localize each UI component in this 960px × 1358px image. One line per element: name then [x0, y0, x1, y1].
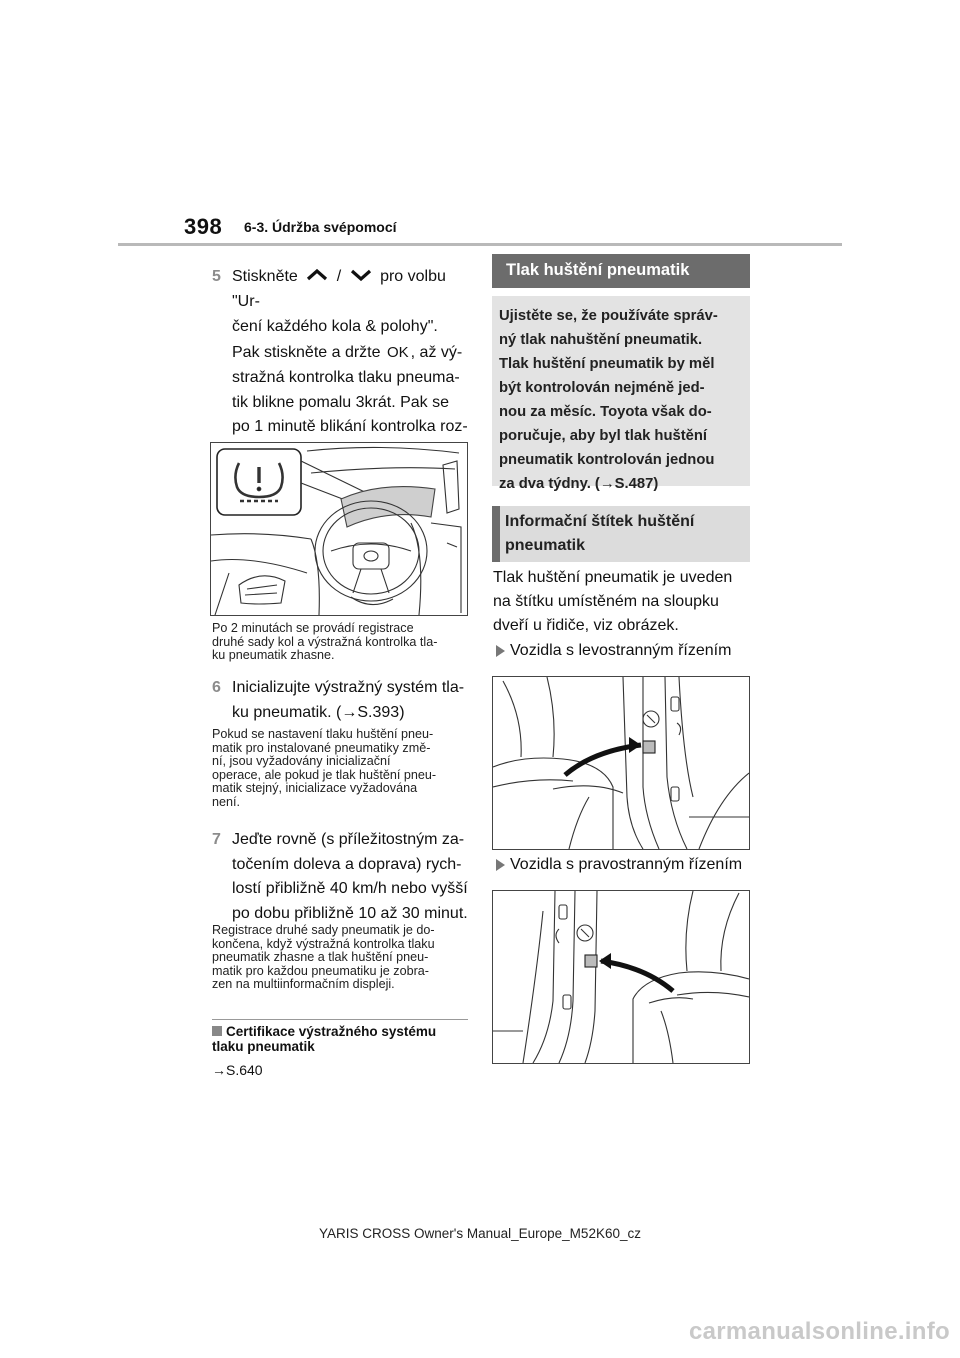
chevron-up-icon: [302, 266, 332, 284]
bullet-triangle-icon: [496, 859, 505, 871]
footer-text: YARIS CROSS Owner's Manual_Europe_M52K60_cz: [319, 1226, 641, 1241]
step-6: 6 Inicializujte výstražný systém tla- ku pneumatik. (→S.393): [212, 676, 474, 726]
step-5-line-6: po 1 minutě blikání kontrolka roz-: [232, 418, 468, 435]
page-reference: →S.640: [212, 1062, 263, 1078]
door-pillar-lhd-drawing: [493, 677, 749, 849]
step-number: 5: [212, 268, 221, 285]
step-5-line-1: Stiskněte / pro volbu "Ur-: [232, 268, 446, 310]
bullet-lhd: Vozidla s levostranným řízením: [510, 642, 732, 659]
door-pillar-rhd-illustration: [492, 890, 750, 1064]
step-number: 7: [212, 831, 221, 848]
ok-button-glyph: OK: [386, 343, 409, 361]
step-7: 7 Jeďte rovně (s příležitostným za- točením doleva a doprava) rych- lostí přibližně 40 km/h nebo vyšší po dobu přibližně 10 až 30 minut.: [212, 828, 474, 926]
subsection-banner-accent: [492, 506, 500, 562]
door-pillar-rhd-drawing: [493, 891, 749, 1063]
figure-caption: Po 2 minutách se provádí registrace druhé sady kol a výstražná kontrolka tla- ku pneumatik zhasne.: [212, 621, 438, 663]
bullet-rhd: Vozidla s pravostranným řízením: [510, 856, 743, 873]
info-text: Ujistěte se, že používáte správ- ný tlak nahuštění pneumatik. Tlak huštění pneumatik by měl být kontrolován nejméně jed- nou za měsíc. Toyota však do- poručuje, aby byl tlak huštění pneumatik kontrolován jednou za dva týdny. (→S.487): [499, 308, 718, 492]
step-5-line-2: čení každého kola & polohy".: [232, 318, 438, 335]
door-pillar-lhd-illustration: [492, 676, 750, 850]
step-number: 6: [212, 679, 221, 696]
note-step-7: Registrace druhé sady pneumatik je do- končena, když výstražná kontrolka tlaku pneumatik zhasne a tlak huštění pneu- matik pro každou pneumatiku je zobra- zen na multiinformačním displeji.: [212, 923, 435, 992]
header-divider: [118, 243, 842, 246]
subsection-title: Informační štítek huštění pneumatik: [505, 513, 695, 554]
label-description: Tlak huštění pneumatik je uveden na štítku umístěném na sloupku dveří u řidiče, viz obrázek.: [493, 569, 733, 634]
step-5-line-5: tik blikne pomalu 3krát. Pak se: [232, 393, 449, 411]
bullet-triangle-icon: [496, 645, 505, 657]
step-5-line-4: stražná kontrolka tlaku pneuma-: [232, 369, 460, 386]
dashboard-illustration: [210, 442, 468, 616]
section-title: 6-3. Údržba svépomocí: [244, 219, 397, 235]
step-5: [212, 265, 474, 440]
dashboard-drawing: [211, 443, 467, 615]
step-5-line-3: Pak stiskněte a držte OK , až vý-: [232, 343, 463, 361]
chevron-down-icon: [346, 266, 376, 284]
certification-subhead: Certifikace výstražného systému tlaku pneumatik: [212, 1024, 437, 1054]
note-step-6: Pokud se nastavení tlaku huštění pneu- matik pro instalované pneumatiky změ- ní, jsou vyžadovány inicializační operace, ale pokud je tlak huštění pneu- matik stejný, inicializace vyžadována není.: [212, 727, 437, 809]
page-number: 398: [184, 214, 223, 239]
watermark: carmanualsonline.info: [688, 1318, 950, 1345]
section-banner: Tlak huštění pneumatik: [492, 254, 750, 288]
subhead-divider: [212, 1019, 468, 1020]
square-bullet-icon: [212, 1026, 222, 1036]
